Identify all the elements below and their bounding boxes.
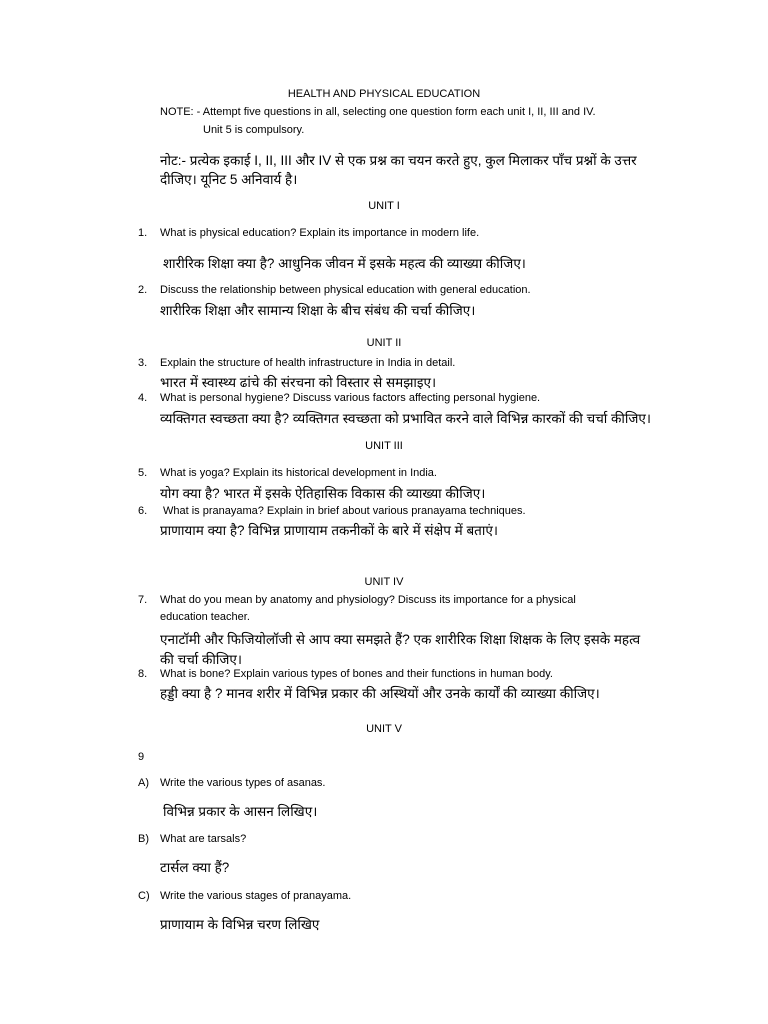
subquestion-label: B) [138, 833, 149, 845]
unit-heading: UNIT IV [364, 576, 404, 588]
question-number: 5. [138, 467, 148, 479]
question-english: Discuss the relationship between physical education with general education. [160, 284, 531, 296]
subquestion-english: Write the various types of asanas. [160, 777, 326, 789]
question-english: What is pranayama? Explain in brief about various pranayama techniques. [163, 505, 526, 517]
question-english: What is personal hygiene? Discuss various factors affecting personal hygiene. [160, 392, 541, 404]
question-hindi-line1: एनाटॉमी और फिजियोलॉजी से आप क्या समझते हैं? एक शारीरिक शिक्षा शिक्षक के लिए इसके महत्व [160, 632, 641, 647]
question-english: What is physical education? Explain its importance in modern life. [160, 227, 480, 239]
note-english-line1: NOTE: - Attempt five questions in all, selecting one question form each unit I, II, III and IV. [160, 106, 596, 118]
subquestion-hindi: विभिन्न प्रकार के आसन लिखिए। [163, 804, 318, 819]
question-hindi: योग क्या है? भारत में इसके ऐतिहासिक विकास की व्याख्या कीजिए। [160, 486, 486, 501]
question-number: 8. [138, 668, 148, 680]
question-hindi: शारीरिक शिक्षा और सामान्य शिक्षा के बीच संबंध की चर्चा कीजिए। [160, 303, 476, 318]
question-english-line2: education teacher. [160, 611, 250, 623]
subquestion-label: C) [138, 890, 150, 902]
question-english: Explain the structure of health infrastructure in India in detail. [160, 357, 456, 369]
unit-heading: UNIT I [368, 200, 400, 212]
note-hindi-line1: नोट:- प्रत्येक इकाई I, II, III और IV से एक प्रश्न का चयन करते हुए, कुल मिलाकर पाँच प्रश्नों के उत्तर [160, 153, 637, 168]
question-hindi: भारत में स्वास्थ्य ढांचे की संरचना को विस्तार से समझाइए। [160, 375, 437, 390]
question-number: 4. [138, 392, 148, 404]
subquestion-label: A) [138, 777, 149, 789]
question-number: 1. [138, 227, 148, 239]
question-hindi: हड्डी क्या है ? मानव शरीर में विभिन्न प्रकार की अस्थियों और उनके कार्यों की व्याख्या कीजिए। [160, 686, 600, 701]
question-number: 3. [138, 357, 148, 369]
page-title: HEALTH AND PHYSICAL EDUCATION [287, 88, 481, 100]
unit-heading: UNIT III [365, 440, 403, 452]
unit-heading: UNIT II [366, 337, 402, 349]
question-english-line1: What do you mean by anatomy and physiology? Discuss its importance for a physical [160, 594, 576, 606]
subquestion-english: Write the various stages of pranayama. [160, 890, 352, 902]
note-english-line2: Unit 5 is compulsory. [203, 124, 305, 136]
question-number: 7. [138, 594, 148, 606]
question-number: 2. [138, 284, 148, 296]
question-number: 9 [138, 751, 145, 763]
unit-heading: UNIT V [366, 723, 402, 735]
question-english: What is bone? Explain various types of bones and their functions in human body. [160, 668, 553, 680]
subquestion-hindi: प्राणायाम के विभिन्न चरण लिखिए [160, 917, 320, 932]
question-number: 6. [138, 505, 148, 517]
note-hindi-line2: दीजिए। यूनिट 5 अनिवार्य है। [160, 172, 298, 187]
question-hindi: व्यक्तिगत स्वच्छता क्या है? व्यक्तिगत स्वच्छता को प्रभावित करने वाले विभिन्न कारकों की चर्चा कीजिए। [160, 411, 652, 426]
question-hindi: शारीरिक शिक्षा क्या है? आधुनिक जीवन में इसके महत्व की व्याख्या कीजिए। [163, 256, 526, 271]
question-hindi-line2: की चर्चा कीजिए। [160, 652, 242, 667]
subquestion-hindi: टार्सल क्या हैं? [160, 860, 230, 875]
question-hindi: प्राणायाम क्या है? विभिन्न प्राणायाम तकनीकों के बारे में संक्षेप में बताएं। [160, 523, 498, 538]
question-english: What is yoga? Explain its historical development in India. [160, 467, 437, 479]
subquestion-english: What are tarsals? [160, 833, 247, 845]
